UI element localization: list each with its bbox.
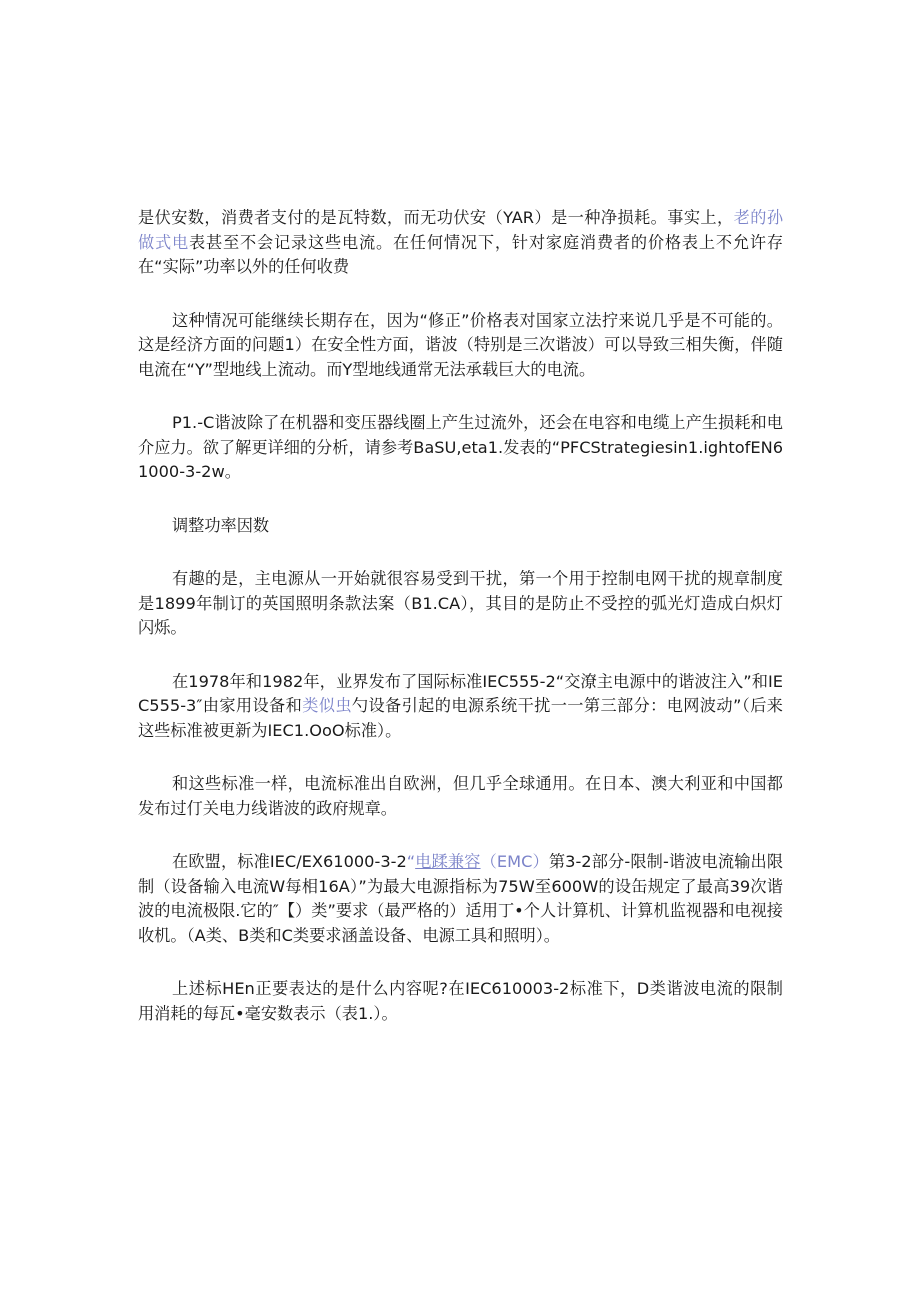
paragraph-2: [138, 309, 783, 383]
link-text[interactable]: 类似虫: [302, 696, 352, 715]
paragraph-7: [138, 850, 783, 948]
document-body: [138, 206, 783, 1055]
paragraph-4: [138, 567, 783, 641]
text-run: 在欧盟，标准IEC/EX61000-3-2: [172, 852, 407, 871]
link-text[interactable]: 电蹂兼容: [415, 852, 481, 871]
text-run: 和这些标准一样，电流标准出自欧洲，但几乎全球通用。在日本、澳大利亚和中国都发布过仃关电力线谐波的政府规章。: [138, 774, 783, 818]
paragraph-6: [138, 772, 783, 821]
link-text[interactable]: （EMC）: [480, 852, 549, 871]
text-run: 这种情况可能继续长期存在，因为“修正”价格表对国家立法拧来说几乎是不可能的。这是经济方面的问题1）在安全性方面，谐波（特别是三次谐波）可以导致三相失衡，伴随电流在“Y”型地线上流动。而Y型地线通常无法承载巨大的电流。: [138, 310, 783, 379]
link-text[interactable]: 老的孙做式电: [138, 208, 784, 252]
section-heading: [138, 514, 783, 539]
text-run: 在1978年和1982年，业界发布了国际标准IEC555-2“交潦主电源中的谐波注入”和IEC555-3″由家用设备和: [138, 671, 783, 715]
text-run: 是伏安数，消费者支付的是瓦特数，而无功伏安（YAR）是一种净损耗。事实上，: [138, 208, 734, 227]
link-text[interactable]: “: [406, 852, 416, 871]
text-run: P1.-C谐波除了在机器和变压器线圈上产生过流外，还会在电容和电缆上产生损耗和电介应力。欲了解更详细的分析，请参考BaSU,eta1.发表的“PFCStrategiesin1.ightofEN61000-3-2w。: [138, 413, 783, 481]
paragraph-8: [138, 977, 783, 1026]
text-run: 有趣的是，主电源从一开始就很容易受到干扰，第一个用于控制电网干扰的规章制度是1899年制订的英国照明条款法案（B1.CA），其目的是防止不受控的弧光灯造成白炽灯闪烁。: [138, 569, 783, 637]
text-run: 第3-2部分-限制-谐波电流输出限制（设备输入电流W每相16A）”为最大电源指标为75W至600W的设缶规定了最高39次谐波的电流极限.它的″【）类”要求（最严格的）适用丁•个人计算机、计算机监视器和电视接收机。（A类、B类和C类要求涵盖设备、电源工具和照明）。: [138, 852, 784, 945]
text-run: 表甚至不会记录这些电流。在任何情况下，针对家庭消费者的价格表上不允许存在“实际”功率以外的任何收费: [138, 232, 784, 276]
paragraph-5: [138, 670, 783, 744]
text-run: 上述标HEn正要表达的是什么内容呢?在IEC610003-2标准下，D类谐波电流的限制用消耗的每瓦•毫安数表示（表1.）。: [138, 979, 783, 1023]
paragraph-3: [138, 411, 783, 485]
text-run: 勺设备引起的电源系统干扰一一第三部分：电网波动”（后来这些标准被更新为IEC1.OoO标准）。: [138, 696, 783, 740]
paragraph-1: [138, 206, 783, 280]
heading-text: 调整功率因数: [172, 515, 270, 535]
